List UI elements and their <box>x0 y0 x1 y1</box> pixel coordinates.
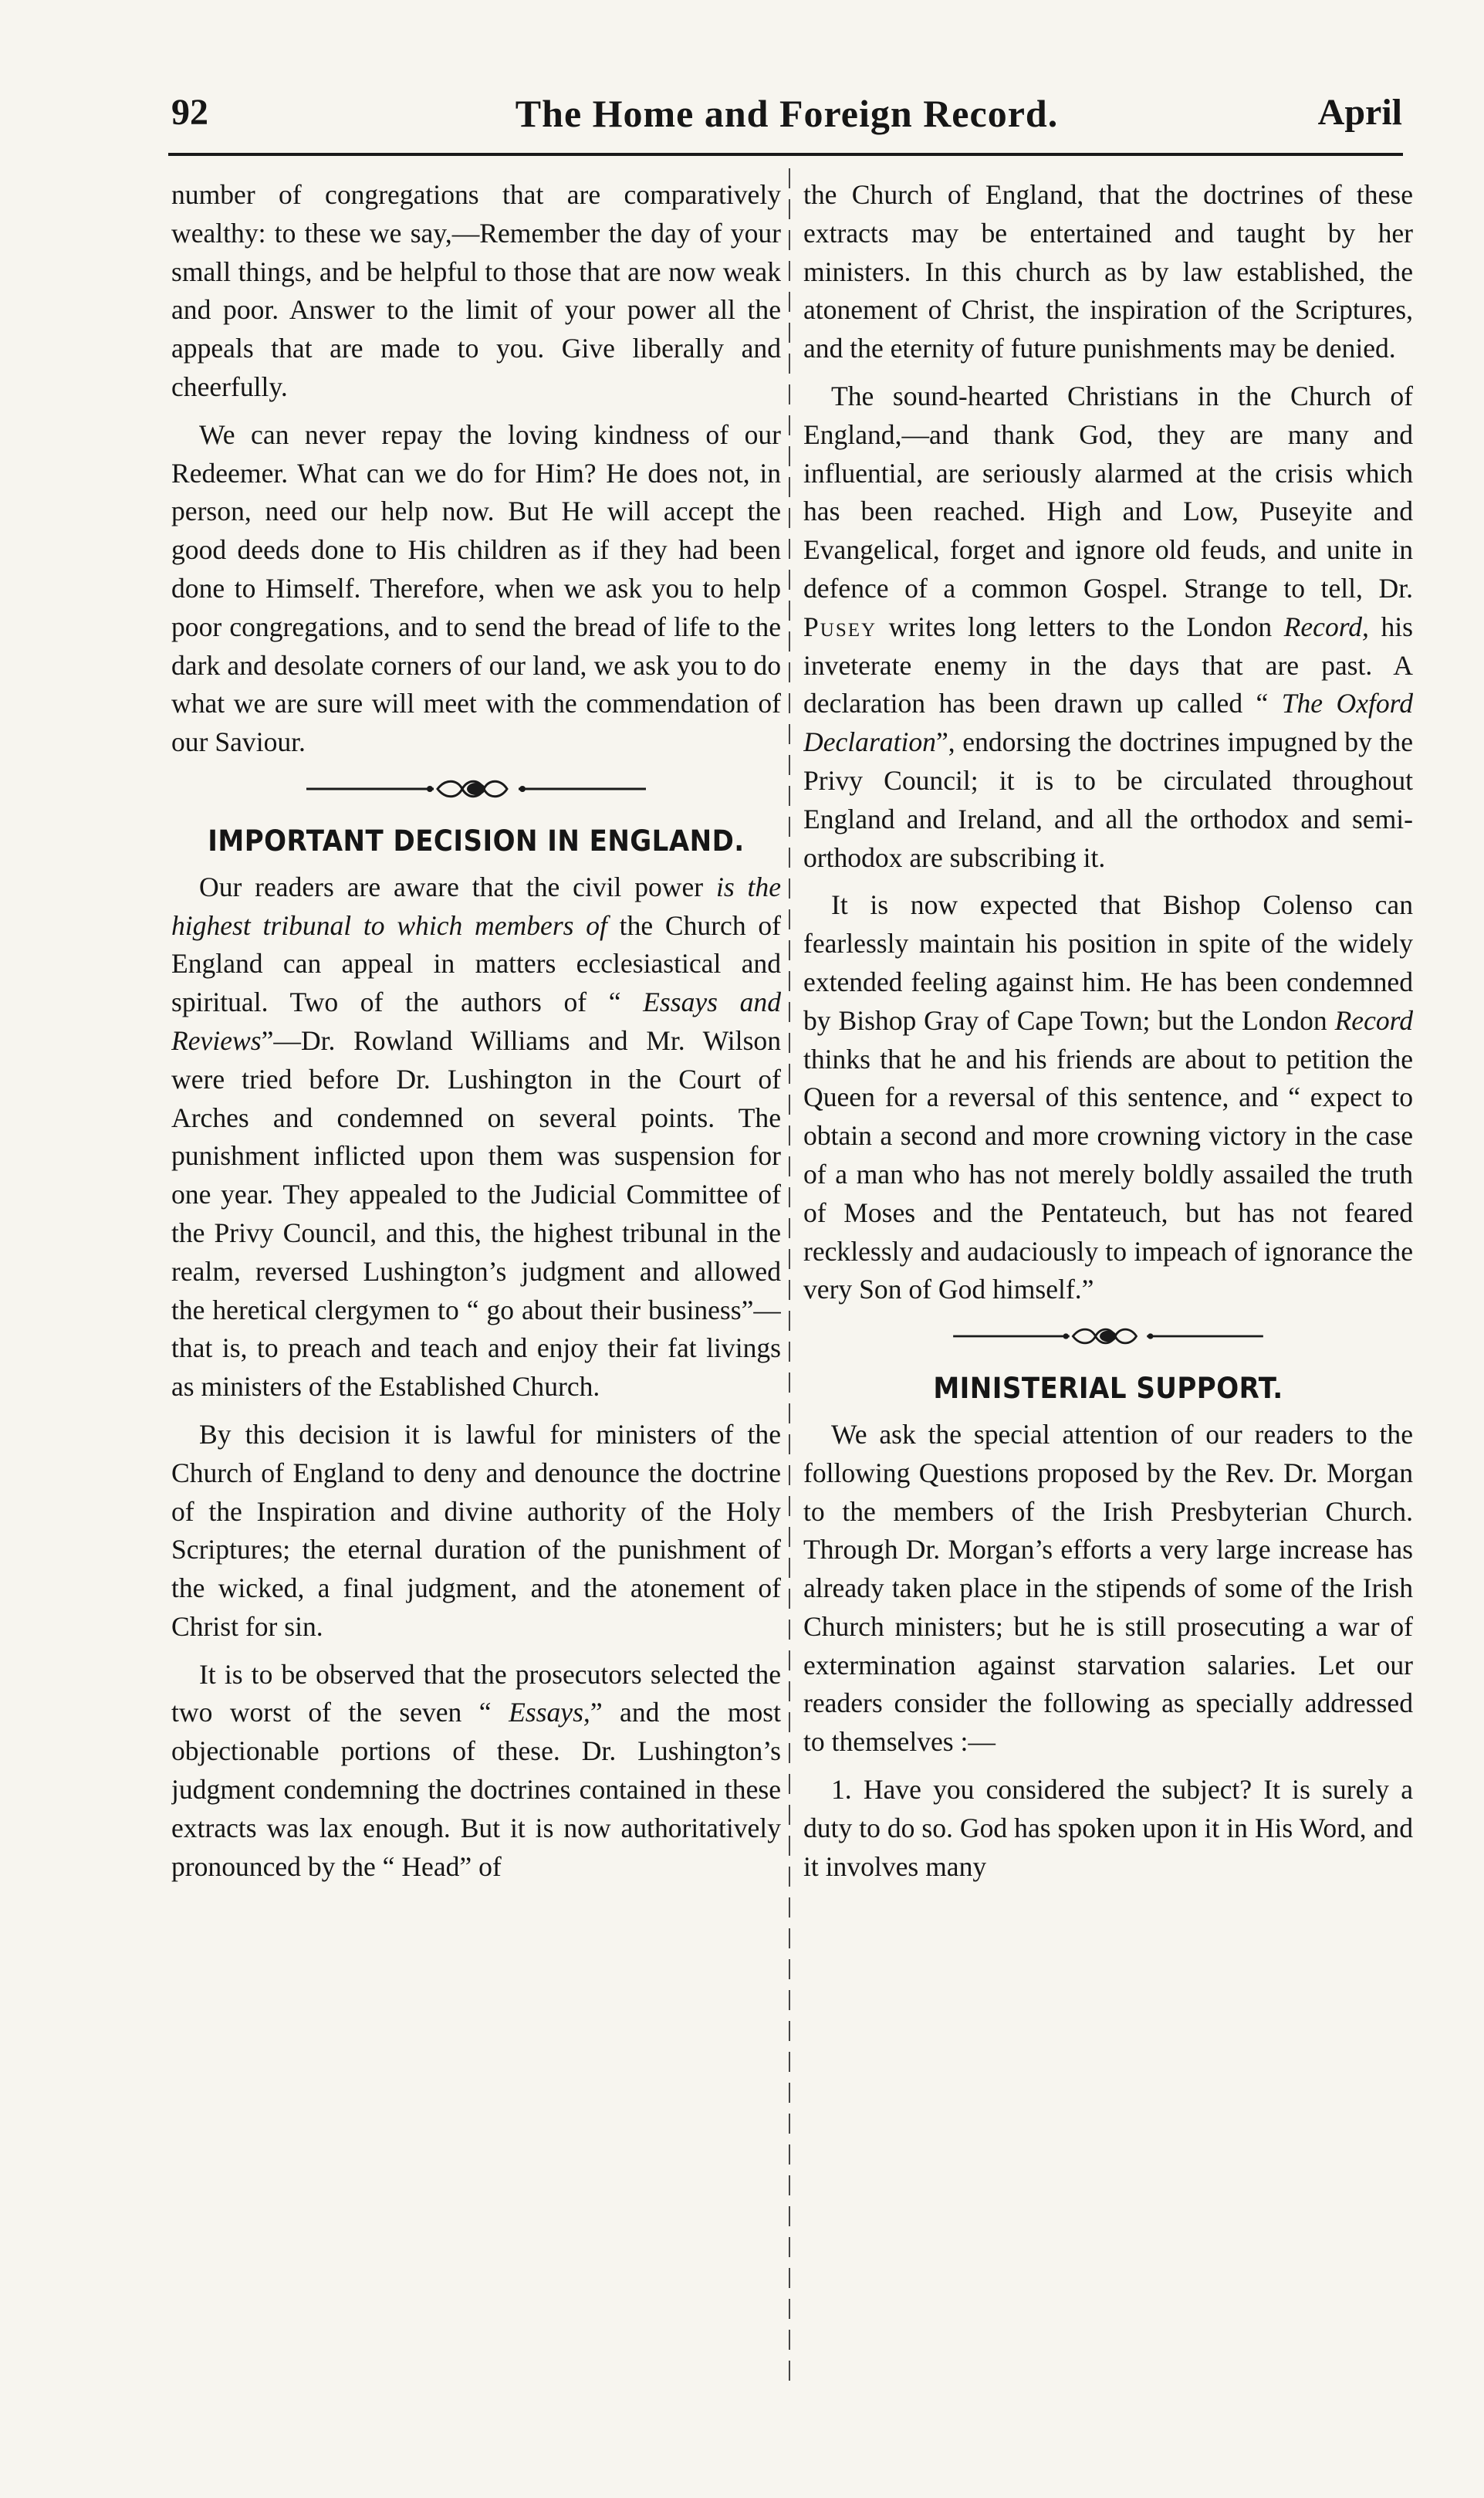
scroll-ornament-icon <box>946 1325 1270 1348</box>
paragraph <box>171 1656 781 1887</box>
issue-month: April <box>1317 92 1402 133</box>
text-run: the Church of England can appeal in matters ecclesiastical and spiritual. Two of the authors of “ <box>171 909 781 1018</box>
header-rule <box>168 153 1403 156</box>
italic-text: Record <box>1334 1004 1413 1036</box>
text-run: It is now expected that Bishop Colenso can fearlessly maintain his position in spite of the widely extended feeling against him. He has been condemned by Bishop Gray of Cape Town; but the London <box>803 889 1413 1036</box>
text-run: writes long letters to the London <box>877 611 1284 642</box>
section-heading: IMPORTANT DECISION IN ENGLAND. <box>208 824 745 858</box>
paragraph: We can never repay the loving kindness of our Redeemer. What can we do for Him? He does not, in person, need our help now. But He will accept the good deeds done to His children as if they had been done to Himself. Therefore, when we ask you to help poor congregations, and to send the bread of life to the dark and desolate corners of our land, we ask you to do what we are sure will meet with the commendation of our Saviour. <box>171 418 781 758</box>
text-run: The sound-hearted Christians in the Church of England,—and thank God, they are many and influential, are seriously alarmed at the crisis which has been reached. High and Low, Puseyite and Evangelical, forget and ignore old feuds, and unite in defence of a common Gospel. Strange to tell, Dr. <box>803 380 1413 604</box>
column-separator <box>789 168 790 2384</box>
italic-text: Essays, <box>509 1697 590 1728</box>
italic-text: Essays and Reviews <box>171 987 781 1056</box>
text-run: thinks that he and his friends are about to petition the Queen for a reversal of this sentence, and “ expect to obtain a second and more crowning victory in the case of a man who has not merely boldly assailed the truth of Moses and the Pentateuch, but has not feared recklessly and audaciously to impeach of ignorance the very Son of God himself.” <box>803 1043 1413 1305</box>
running-header <box>171 91 1402 145</box>
right-column <box>803 176 1413 2399</box>
paragraph: the Church of England, that the doctrines of these extracts may be entertained and taught by her ministers. In this church as by law established, the atonement of Christ, the inspiration of the Scriptures, and the eternity of future punishments may be denied. <box>803 179 1413 364</box>
paragraph <box>171 868 781 1406</box>
text-run: ” and the most objectionable portions of these. Dr. Lushington’s judgment condemning the doctrines contained in these extracts was lax enough. But it is now authoritatively pronounced by the “ Head” of <box>171 1697 781 1882</box>
paragraph <box>803 886 1413 1309</box>
italic-text: is the highest tribunal to which members of <box>171 871 781 941</box>
text-run: ”, endorsing the doctrines impugned by the Privy Council; it is to be circulated throughout England and Ireland, and all the orthodox and semi-orthodox are subscribing it. <box>803 726 1413 873</box>
paragraph <box>803 377 1413 877</box>
paragraph: By this decision it is lawful for ministers of the Church of England to deny and denounce the doctrine of the Inspiration and divine authority of the Holy Scriptures; the eternal duration of the punishment of the wicked, a final judgment, and the atonement of Christ for sin. <box>171 1418 781 1642</box>
small-caps-text: Pusey <box>803 611 877 642</box>
text-run: It is to be observed that the prosecutors selected the two worst of the seven “ <box>171 1658 781 1728</box>
scroll-ornament-icon <box>299 777 654 801</box>
left-column <box>171 176 781 2399</box>
text-run: ”—Dr. Rowland Williams and Mr. Wilson were tried before Dr. Lushington in the Court of Arches and condemned on several points. The punishment inflicted upon them was suspension for one year. They appealed to the Judicial Committee of the Privy Council, and this, the highest tribunal in the realm, reversed Lushington’s judgment and allowed the heretical clergymen to “ go about their business”—that is, to preach and teach and enjoy their fat livings as ministers of the Established Church. <box>171 1024 781 1403</box>
paragraph: We ask the special attention of our readers to the following Questions proposed by the Rev. Dr. Morgan to the members of the Irish Presbyterian Church. Through Dr. Morgan’s efforts a very large increase has already taken place in the stipends of some of the Irish Church ministers; but he is still prosecuting a war of extermination against starvation salaries. Let our readers consider the following as specially addressed to themselves :— <box>803 1418 1413 1758</box>
text-run: his inveterate enemy in the days that are past. A declaration has been drawn up called “ <box>803 611 1413 719</box>
paragraph: number of congregations that are comparatively wealthy: to these we say,—Remember the day of your small things, and be helpful to those that are now weak and poor. Answer to the limit of your power all the appeals that are made to you. Give liberally and cheerfully. <box>171 179 781 402</box>
italic-text: Record, <box>1283 611 1369 642</box>
italic-text: The Oxford Declaration <box>803 688 1413 758</box>
paragraph: 1. Have you considered the subject? It is surely a duty to do so. God has spoken upon it in His Word, and it involves many <box>803 1774 1413 1882</box>
text-run: Our readers are aware that the civil power <box>199 871 716 902</box>
section-heading: MINISTERIAL SUPPORT. <box>933 1372 1283 1406</box>
page-number: 92 <box>171 92 208 133</box>
publication-title: The Home and Foreign Record. <box>515 92 1059 135</box>
